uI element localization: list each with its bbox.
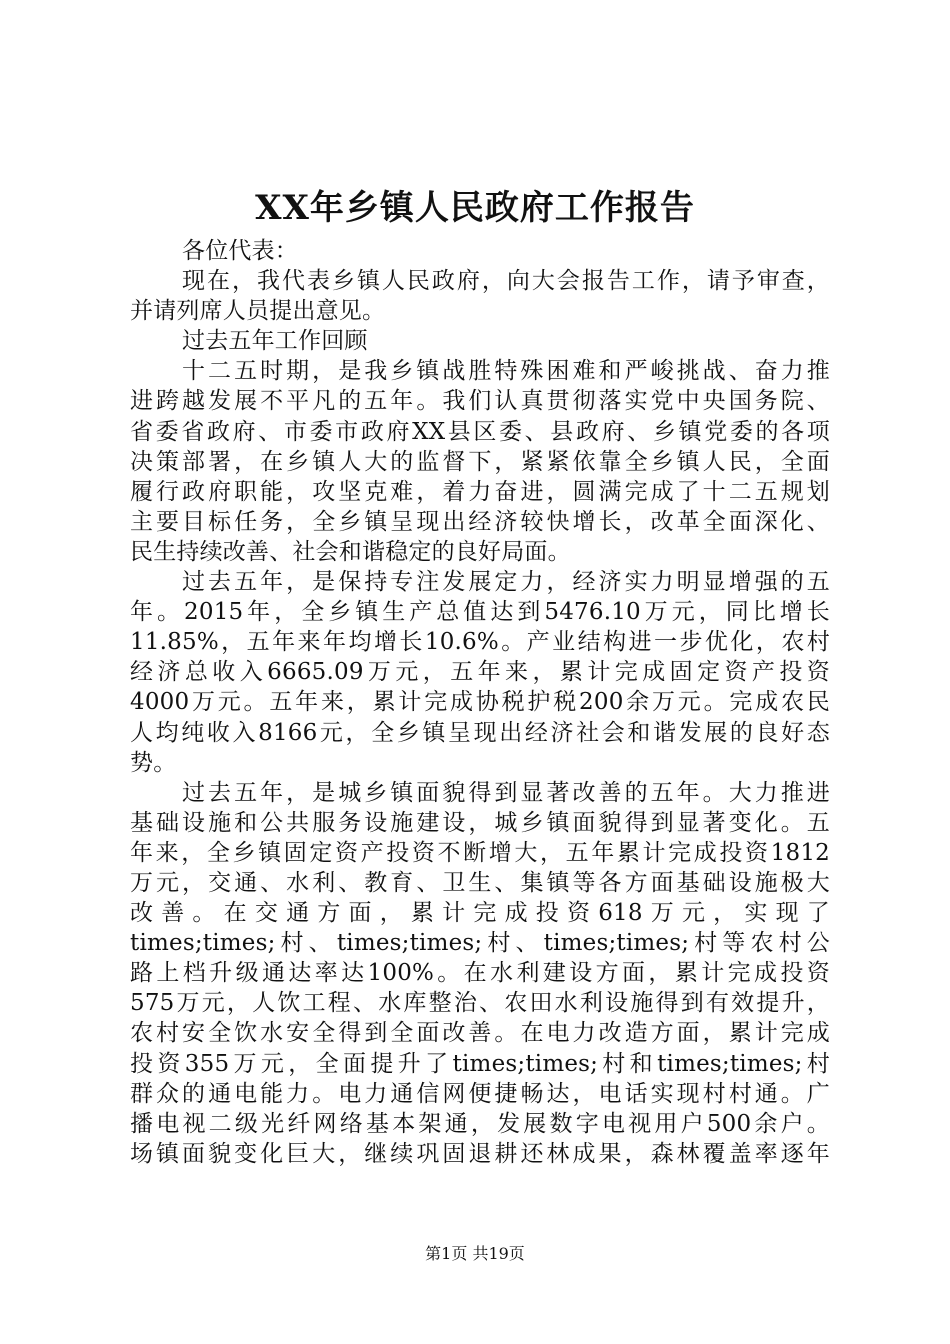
text-line: 过去五年，是城乡镇面貌得到显著改善的五年。大力推进 <box>182 779 830 806</box>
text-line: times;times;村、times;times;村、times;times;村等农村公 <box>130 930 830 957</box>
document-body <box>130 236 830 1169</box>
text-line: 过去五年，是保持专注发展定力，经济实力明显增强的五 <box>182 569 830 596</box>
text-line: 年。2015年，全乡镇生产总值达到5476.10万元，同比增长 <box>130 599 830 626</box>
text-line: 省委省政府、市委市政府XX县区委、县政府、乡镇党委的各项 <box>130 418 830 445</box>
text-line: 并请列席人员提出意见。 <box>130 298 386 325</box>
text-line: 11.85%，五年来年均增长10.6%。产业结构进一步优化，农村 <box>130 629 830 656</box>
text-line: 农村安全饮水安全得到全面改善。在电力改造方面，累计完成 <box>130 1020 830 1047</box>
text-line: 群众的通电能力。电力通信网便捷畅达，电话实现村村通。广 <box>130 1080 830 1107</box>
text-line: 履行政府职能，攻坚克难，着力奋进，圆满完成了十二五规划 <box>130 478 830 505</box>
text-line: 575万元，人饮工程、水库整治、农田水利设施得到有效提升， <box>130 990 830 1017</box>
text-line: 改善。在交通方面，累计完成投资618万元，实现了 <box>130 900 830 927</box>
text-line: 万元，交通、水利、教育、卫生、集镇等各方面基础设施极大 <box>130 869 830 896</box>
text-line: 播电视二级光纤网络基本架通，发展数字电视用户500余户。 <box>130 1110 830 1137</box>
text-line: 年来，全乡镇固定资产投资不断增大，五年累计完成投资1812 <box>130 839 830 866</box>
text-line: 民生持续改善、社会和谐稳定的良好局面。 <box>130 538 571 565</box>
text-line: 路上档升级通达率达100%。在水利建设方面，累计完成投资 <box>130 960 830 987</box>
page-footer: 第1页 共19页 <box>425 1244 525 1263</box>
text-line: 投资355万元，全面提升了times;times;村和times;times;村 <box>130 1050 830 1077</box>
text-line: 势。 <box>130 749 177 776</box>
text-line: 主要目标任务，全乡镇呈现出经济较快增长，改革全面深化、 <box>130 508 830 535</box>
text-line: 人均纯收入8166元，全乡镇呈现出经济社会和谐发展的良好态 <box>130 719 830 746</box>
text-line: 场镇面貌变化巨大，继续巩固退耕还林成果，森林覆盖率逐年 <box>130 1140 830 1167</box>
text-line: 基础设施和公共服务设施建设，城乡镇面貌得到显著变化。五 <box>130 809 830 836</box>
text-line: 过去五年工作回顾 <box>182 328 368 355</box>
text-line: 各位代表： <box>182 238 298 264</box>
document-title: XX年乡镇人民政府工作报告 <box>255 188 695 228</box>
text-line: 十二五时期，是我乡镇战胜特殊困难和严峻挑战、奋力推 <box>182 358 830 385</box>
text-line: 决策部署，在乡镇人大的监督下，紧紧依靠全乡镇人民，全面 <box>130 448 830 475</box>
text-line: 经济总收入6665.09万元，五年来，累计完成固定资产投资 <box>130 659 830 686</box>
text-line: 现在，我代表乡镇人民政府，向大会报告工作，请予审查， <box>182 268 830 295</box>
text-line: 进跨越发展不平凡的五年。我们认真贯彻落实党中央国务院、 <box>130 388 830 415</box>
text-line: 4000万元。五年来，累计完成协税护税200余万元。完成农民 <box>130 689 830 716</box>
